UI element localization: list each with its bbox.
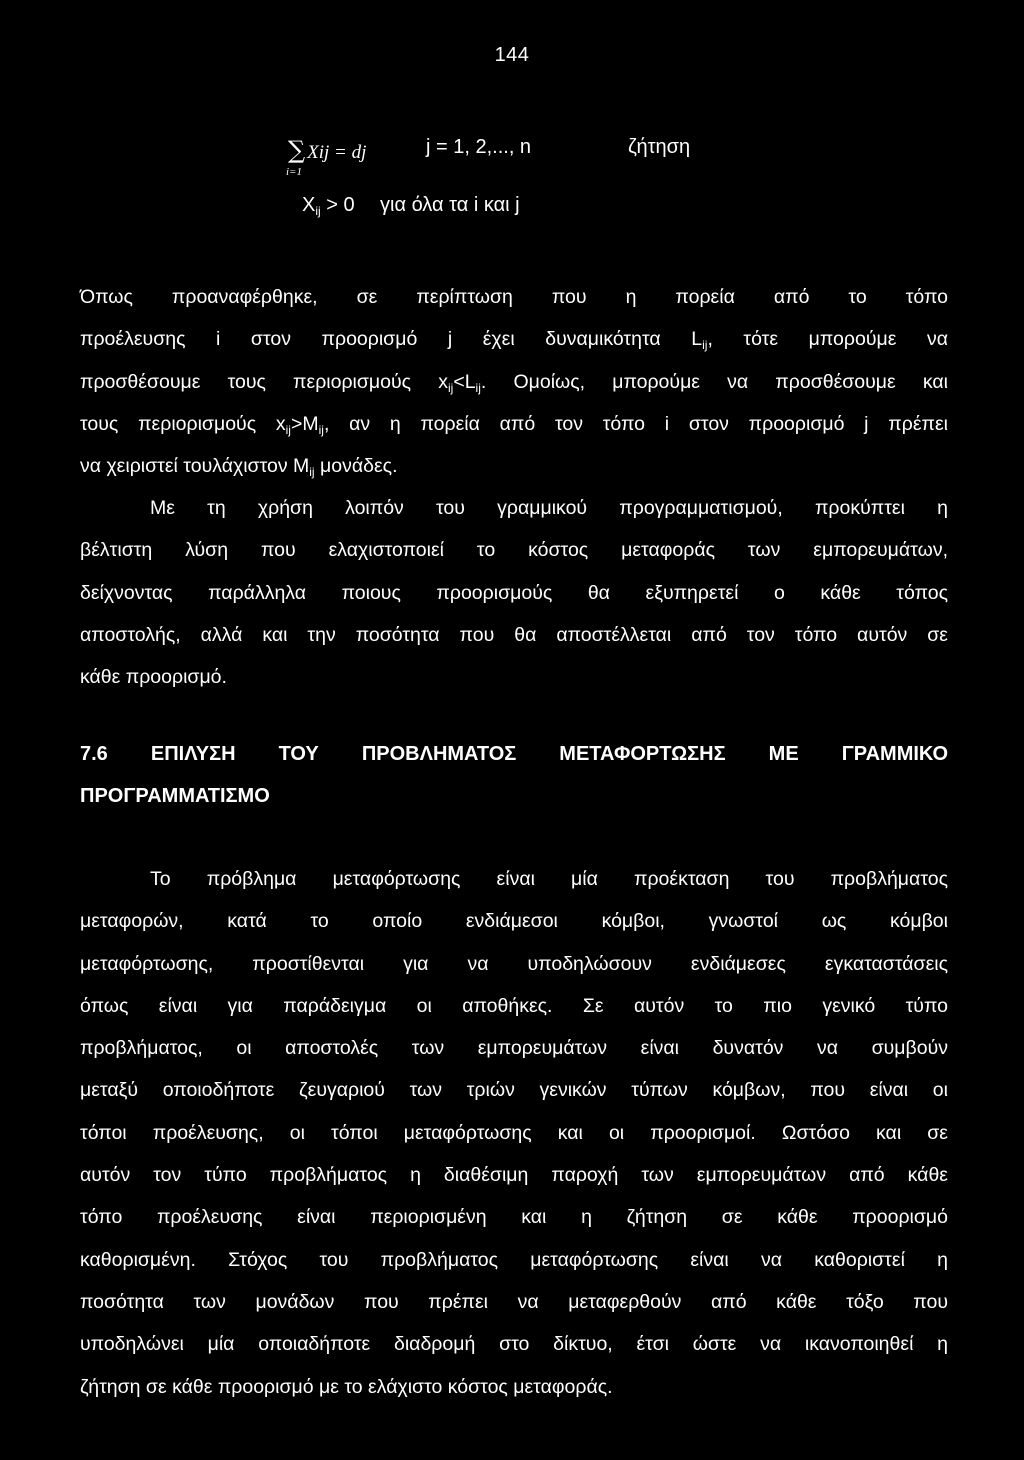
demand-index-range: j = 1, 2,..., n	[426, 136, 532, 158]
paragraph-line: δείχνοντας παράλληλα ποιους προορισμούς θα εξυπηρετεί ο κάθε τόπος	[80, 581, 948, 604]
nonneg-subscript: ij	[315, 204, 321, 218]
paragraph-line: υποδηλώνει μία οποιαδήποτε διαδρομή στο δίκτυο, έτσι ώστε να ικανοποιηθεί η	[80, 1333, 948, 1356]
paragraph-linear-programming-solution	[80, 487, 948, 698]
paragraph-line: Το πρόβλημα μεταφόρτωσης είναι μία προέκταση του προβλήματος	[150, 868, 948, 890]
paragraph-line: να χειριστεί τουλάχιστον $M_{ij}$ μονάδες.	[80, 455, 398, 480]
paragraph-line: όπως είναι για παράδειγμα οι αποθήκες. Σε αυτόν το πιο γενικό τύπο	[80, 994, 948, 1017]
paragraph-line: καθορισμένη. Στόχος του προβλήματος μεταφόρτωσης είναι να καθοριστεί η	[80, 1248, 948, 1271]
paragraph-line: μεταξύ οποιοδήποτε ζευγαριού των τριών γενικών τύπων κόμβων, που είναι οι	[80, 1079, 948, 1102]
section-heading-line: 7.6 ΕΠΙΛΥΣΗ ΤΟΥ ΠΡΟΒΛΗΜΑΤΟΣ ΜΕΤΑΦΟΡΤΩΣΗΣ ΜΕ ΓΡΑΜΜΙΚΟ	[80, 743, 948, 765]
paragraph-line: μεταφόρτωσης, προστίθενται για να υποδηλώσουν ενδιάμεσες εγκαταστάσεις	[80, 952, 948, 975]
paragraph-line: αποστολής, αλλά και την ποσότητα που θα αποστέλλεται από τον τόπο αυτόν σε	[80, 623, 948, 646]
page-number: 144	[494, 44, 530, 66]
nonneg-condition: για όλα τα i και j	[380, 194, 520, 216]
summation-lower-limit: i=1	[286, 166, 302, 178]
paragraph-line: προέλευσης i στον προορισμό j έχει δυναμικότητα $L_{ij}$, τότε μπορούμε να	[80, 328, 948, 353]
nonneg-variable: X	[302, 194, 316, 216]
paragraph-line: προσθέσουμε τους περιορισμούς $x_{ij}<L_{ij}$. Ομοίως, μπορούμε να προσθέσουμε και	[80, 370, 948, 395]
nonneg-relation: > 0	[320, 194, 355, 216]
paragraph-line: τόποι προέλευσης, οι τόποι μεταφόρτωσης και οι προορισμοί. Ωστόσο και σε	[80, 1121, 948, 1144]
section-heading-line: ΠΡΟΓΡΑΜΜΑΤΙΣΜΟ	[80, 785, 270, 807]
demand-constraint-formula	[288, 136, 691, 164]
demand-label: ζήτηση	[628, 136, 691, 158]
paragraph-capacity-constraints	[80, 276, 948, 487]
paragraph-line: αυτόν τον τύπο προβλήματος η διαθέσιμη παροχή των εμπορευμάτων από κάθε	[80, 1164, 948, 1187]
paragraph-line: τόπο προέλευσης είναι περιορισμένη και η ζήτηση σε κάθε προορισμό	[80, 1206, 948, 1229]
paragraph-line: ζήτηση σε κάθε προορισμό με το ελάχιστο κόστος μεταφοράς.	[80, 1375, 613, 1398]
paragraph-line: βέλτιστη λύση που ελαχιστοποιεί το κόστος μεταφοράς των εμπορευμάτων,	[80, 539, 948, 562]
paragraph-line: Όπως προαναφέρθηκε, σε περίπτωση που η πορεία από το τόπο	[80, 286, 948, 308]
paragraph-line: κάθε προορισμό.	[80, 666, 227, 689]
summation-symbol: ∑	[288, 136, 306, 164]
paragraph-line: ποσότητα των μονάδων που πρέπει να μεταφερθούν από κάθε τόξο που	[80, 1290, 948, 1313]
paragraph-line: προβλήματος, οι αποστολές των εμπορευμάτων είναι δυνατόν να συμβούν	[80, 1037, 948, 1060]
nonnegativity-constraint-formula	[302, 194, 520, 218]
paragraph-transshipment-problem	[80, 858, 948, 1408]
demand-expression: Xij = dj	[307, 142, 367, 163]
paragraph-line: μεταφορών, κατά το οποίο ενδιάμεσοι κόμβοι, γνωστοί ως κόμβοι	[80, 910, 948, 933]
paragraph-line: τους περιορισμούς $x_{ij}>M_{ij}$, αν η πορεία από τον τόπο i στον προορισμό j πρέπει	[80, 412, 948, 437]
paragraph-line: Με τη χρήση λοιπόν του γραμμικού προγραμματισμού, προκύπτει η	[150, 497, 948, 519]
section-heading	[80, 733, 948, 817]
